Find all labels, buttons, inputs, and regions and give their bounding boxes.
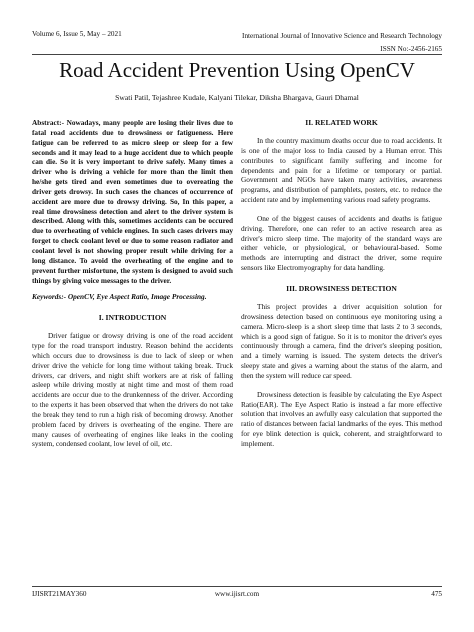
paper-title: Road Accident Prevention Using OpenCV xyxy=(59,58,415,82)
header-rule xyxy=(32,54,442,55)
section-heading-related-work: II. RELATED WORK xyxy=(305,118,378,127)
related-work-paragraph-1: In the country maximum deaths occur due to road accidents. It is one of the major loss to India caused by a Human error. This contributes to significant family suffering and income for dependents and pain for a lifetime or temporary or partial. Government and NGOs have taken many activities, awareness programs, and distribution of pamphlets, posters, etc. to reduce the accident rate and by implementing various road safety programs. xyxy=(241,136,442,205)
abstract: Abstract:- Nowadays, many people are losing their lives due to fatal road accidents due to drowsiness or fatigueness. Here fatigue can be referred to as micro sleep or sleep for a few seconds and it may lead to a huge accident due to which people can die. So it is very important to drive safely. Many times a driver who is driving a vehicle for more than the limit then he/she gets tired and even sometimes due to overeating the driver gets drowsy. In such cases the chances of occurrence of accident are more due to drowsy driving. So, In this paper, a real time drowsiness detection and alert to the driver system is described. Along with this, sometimes accidents can be occured due to overheating of vehicle engines. In such cases drivers may forget to check coolant level or due to some reason radiator and coolant level is not showing proper result while driving for a long distance. To avoid the overheating of the engine and to prevent further misfortune, the system is designed to avoid such things by giving voice messages to the driver. xyxy=(32,118,233,285)
author-list: Swati Patil, Tejashree Kudale, Kalyani Tilekar, Diksha Bhargava, Gauri Dhamal xyxy=(115,93,359,102)
keywords-text: OpenCV, Eye Aspect Ratio, Image Processing. xyxy=(66,292,207,302)
section-heading-introduction: I. INTRODUCTION xyxy=(98,313,167,323)
footer-rule xyxy=(32,586,442,587)
journal-name: International Journal of Innovative Science and Research Technology xyxy=(242,32,442,40)
drowsiness-paragraph-1: This project provides a driver acquisition solution for drowsiness detection based on continuous eye monitoring using a camera. Micro-sleep is a short sleep time that lasts 2 to 3 seconds, which is a good sign of fatigue. So it is to monitor the driver's eyes continuously through a camera, find the driver's sleeping position, and a timely warning is issued. The system detects the driver's sleepy state and gives a warning about the status of the alarm, and then the system will reduce car speed. xyxy=(241,301,442,380)
journal-website: www.ijisrt.com xyxy=(214,590,260,598)
issn: ISSN No:-2456-2165 xyxy=(380,45,442,53)
drowsiness-paragraph-2: Drowsiness detection is feasible by calculating the Eye Aspect Ratio(EAR). The Eye Aspect Ratio is instead a far more effective solution that involves an awfully easy calculation that supported the ratio of distances between facial landmarks of the eyes. This method for eye blink detection is quick, coherent, and straightforward to implement. xyxy=(241,389,442,448)
journal-header xyxy=(242,30,442,56)
introduction-paragraph: Driver fatigue or drowsy driving is one of the road accident type for the road transport industry. Reason behind the accidents which occurs due to drowsiness is due to lack of sleep or when driver drive the vehicle for long time without taking break. Truck drivers, car drivers, and night shift workers are at risk of falling asleep while driving mostly at night time and most of them road accidents are occur due to the drunkenness of the driver. According to the experts it has been observed that when the drivers do not take the break they tend to run a high risk of becoming drowsy. Another problem faced by drivers is overheating of the engine. There are many causes of overheating of engines like leaks in the cooling system, condensed coolant, low level of oil, etc. xyxy=(32,331,233,449)
volume-info: Volume 6, Issue 5, May – 2021 xyxy=(32,30,122,38)
page-number: 475 xyxy=(431,590,442,598)
keywords xyxy=(32,292,233,302)
paper-code: IJISRT21MAY360 xyxy=(32,590,87,598)
left-column xyxy=(32,118,233,449)
keywords-label: Keywords:- xyxy=(32,292,67,302)
related-work-paragraph-2: One of the biggest causes of accidents and deaths is fatigue driving. Therefore, one can refer to an active research area as driver's micro sleep time. The majority of the standard ways are either vehicle, or physiological, or behavioural-based. Some methods are interrupting and distract the driver, some require sensors like Electromyography for data handling. xyxy=(241,213,442,273)
section-heading-drowsiness-detection: III. DROWSINESS DETECTION xyxy=(286,283,397,293)
right-column xyxy=(241,118,442,449)
